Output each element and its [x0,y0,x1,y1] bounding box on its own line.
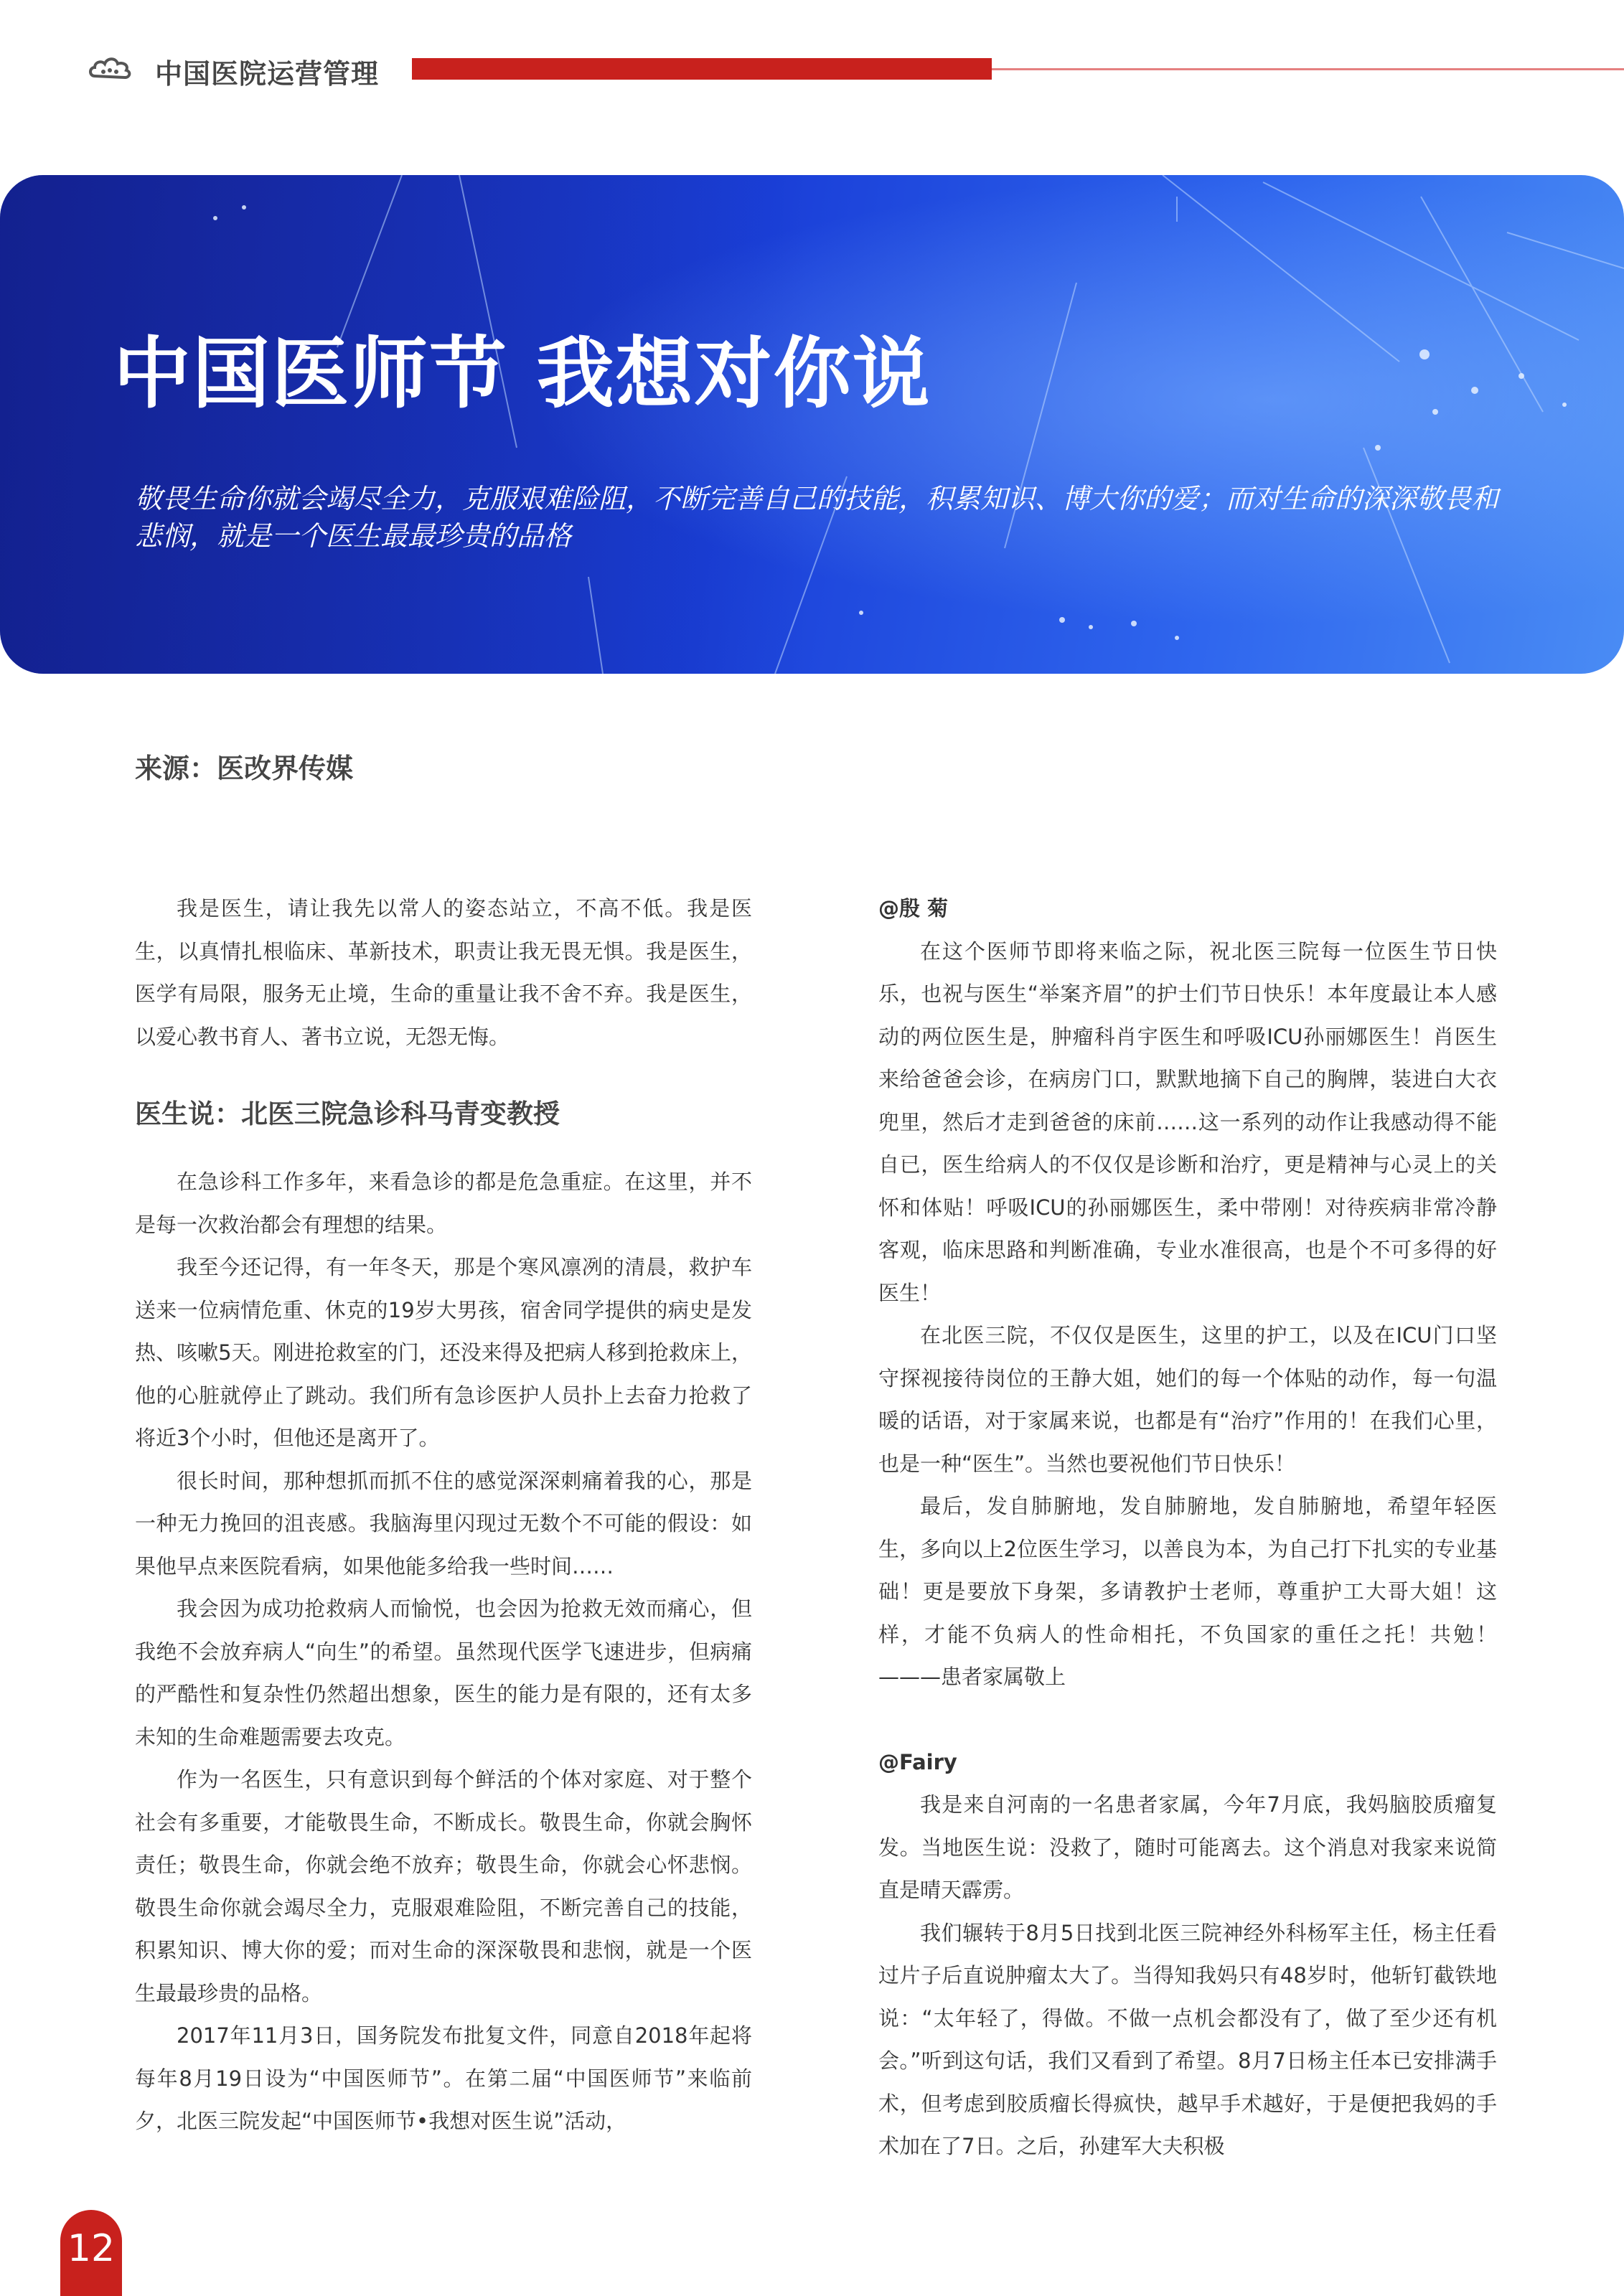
comment-paragraph: 最后，发自肺腑地，发自肺腑地，发自肺腑地，希望年轻医生，多向以上2位医生学习，以善良为本，为自己打下扎实的专业基础！更是要放下身架，多请教护士老师，尊重护工大哥大姐！这样，才能不负病人的性命相托，不负国家的重任之托！共勉！———患者家属敬上 [878,1494,1497,1689]
body-paragraph: 很长时间，那种想抓而抓不住的感觉深深刺痛着我的心，那是一种无力挽回的沮丧感。我脑海里闪现过无数个不可能的假设：如果他早点来医院看病，如果他能多给我一些时间…… [135,1468,752,1578]
comment-paragraph: 我是来自河南的一名患者家属，今年7月底，我妈脑胶质瘤复发。当地医生说：没救了，随时可能离去。这个消息对我家来说简直是晴天霹雳。 [878,1792,1497,1902]
article-subtitle: 敬畏生命你就会竭尽全力，克服艰难险阻，不断完善自己的技能，积累知识、博大你的爱；而对生命的深深敬畏和悲悯，就是一个医生最最珍贵的品格 [135,483,1499,552]
body-paragraph: 我至今还记得，有一年冬天，那是个寒风凛冽的清晨，救护车送来一位病情危重、休克的19岁大男孩，宿舍同学提供的病史是发热、咳嗽5天。刚进抢救室的门，还没来得及把病人移到抢救床上，他的心脏就停止了跳动。我们所有急诊医护人员扑上去奋力抢救了将近3个小时，但他还是离开了。 [135,1255,752,1450]
page-number-tab [60,2210,122,2296]
right-column [878,888,1497,2168]
body-paragraph: 2017年11月3日，国务院发布批复文件，同意自2018年起将每年8月19日设为“中国医师节”。在第二届“中国医师节”来临前夕，北医三院发起“中国医师节•我想对医生说”活动， [135,2023,752,2133]
article-banner [0,175,1624,674]
intro-paragraph: 我是医生，请让我先以常人的姿态站立，不高不低。我是医生，以真情扎根临床、革新技术，职责让我无畏无惧。我是医生，医学有局限，服务无止境，生命的重量让我不舍不弃。我是医生，以爱心教书育人、著书立说，无怨无悔。 [135,896,752,1049]
comment-paragraph: 我们辗转于8月5日找到北医三院神经外科杨军主任，杨主任看过片子后直说肿瘤太大了。当得知我妈只有48岁时，他斩钉截铁地说：“太年轻了，得做。不做一点机会都没有了，做了至少还有机会。”听到这句话，我们又看到了希望。8月7日杨主任本已安排满手术，但考虑到胶质瘤长得疯快，越早手术越好，于是便把我妈的手术加在了7日。之后，孙建军大夫积极 [878,1920,1497,2158]
article-source: 来源：医改界传媒 [135,753,354,784]
section-heading: 医生说：北医三院急诊科马青变教授 [135,1098,560,1129]
spacer [878,1699,1497,1741]
body-paragraph: 在急诊科工作多年，来看急诊的都是危急重症。在这里，并不是每一次救治都会有理想的结果。 [135,1170,752,1237]
cloud-logo-icon [88,53,132,82]
commenter-handle: @Fairy [878,1749,957,1774]
article-title: 中国医师节 我想对你说 [113,329,931,419]
header-red-bar [412,58,992,80]
banner-light-streaks [0,175,1624,674]
page-number: 12 [67,2227,116,2270]
comment-paragraph: 在这个医师节即将来临之际，祝北医三院每一位医生节日快乐，也祝与医生“举案齐眉”的护士们节日快乐！本年度最让本人感动的两位医生是，肿瘤科肖宇医生和呼吸ICU孙丽娜医生！肖医生来给爸爸会诊，在病房门口，默默地摘下自己的胸牌，装进白大衣兜里，然后才走到爸爸的床前……这一系列的动作让我感动得不能自已，医生给病人的不仅仅是诊断和治疗，更是精神与心灵上的关怀和体贴！呼吸ICU的孙丽娜医生，柔中带刚！对待疾病非常冷静客观，临床思路和判断准确，专业水准很高，也是个不可多得的好医生！ [878,938,1497,1305]
left-column [135,888,752,2143]
comment-paragraph: 在北医三院，不仅仅是医生，这里的护工，以及在ICU门口坚守探视接待岗位的王静大姐，她们的每一个体贴的动作，每一句温暖的话语，对于家属来说，也都是有“治疗”作用的！在我们心里，也是一种“医生”。当然也要祝他们节日快乐！ [878,1323,1497,1476]
body-paragraph: 我会因为成功抢救病人而愉悦，也会因为抢救无效而痛心，但我绝不会放弃病人“向生”的希望。虽然现代医学飞速进步，但病痛的严酷性和复杂性仍然超出想象，医生的能力是有限的，还有太多未知的生命难题需要去攻克。 [135,1596,752,1749]
header-divider-line [992,68,1624,70]
body-paragraph: 作为一名医生，只有意识到每个鲜活的个体对家庭、对于整个社会有多重要，才能敬畏生命，不断成长。敬畏生命，你就会胸怀责任；敬畏生命，你就会绝不放弃；敬畏生命，你就会心怀悲悯。敬畏生命你就会竭尽全力，克服艰难险阻，不断完善自己的技能，积累知识、博大你的爱；而对生命的深深敬畏和悲悯，就是一个医生最最珍贵的品格。 [135,1767,752,2005]
magazine-brand: 中国医院运营管理 [155,58,380,90]
commenter-handle: @殷 菊 [878,896,949,921]
